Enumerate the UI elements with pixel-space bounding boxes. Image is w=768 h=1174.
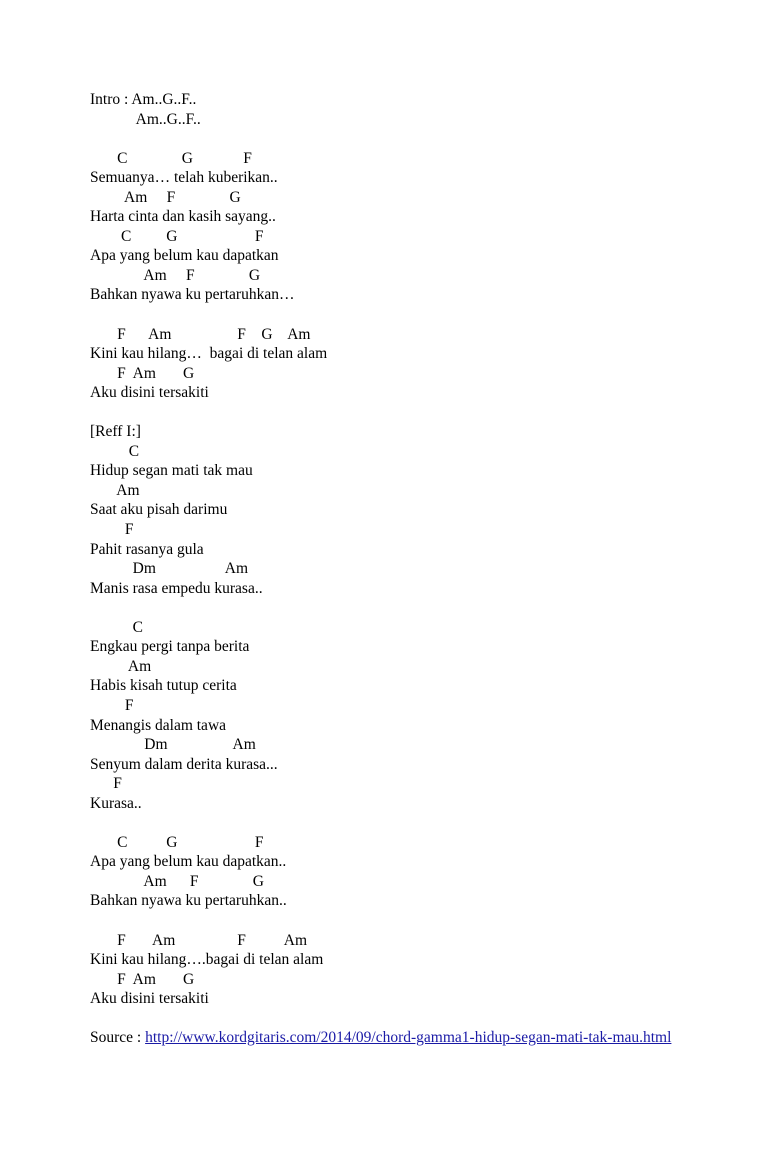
lyric-line: Manis rasa empedu kurasa.. — [90, 579, 263, 597]
chord-line: C — [90, 618, 143, 636]
blank-line — [90, 403, 690, 423]
lyric-line: Aku disini tersakiti — [90, 384, 209, 402]
lyric-line: Saat aku pisah darimu — [90, 501, 228, 519]
lyric-line: Engkau pergi tanpa berita — [90, 638, 250, 656]
song-sheet — [90, 90, 690, 1048]
lyric-line: Bahkan nyawa ku pertaruhkan… — [90, 286, 295, 304]
chord-line: Am F G — [90, 266, 261, 284]
chord-line: F — [90, 775, 122, 793]
lyric-line: Habis kisah tutup cerita — [90, 677, 237, 695]
source-line — [90, 1028, 680, 1048]
lyric-line: Apa yang belum kau dapatkan — [90, 247, 279, 265]
blank-line — [90, 305, 690, 325]
lyric-line: Hidup segan mati tak mau — [90, 462, 253, 480]
chord-line: C — [90, 442, 140, 460]
chord-line: F — [90, 521, 134, 539]
chord-line: Am — [90, 657, 152, 675]
lyric-line: Semuanya… telah kuberikan.. — [90, 169, 278, 187]
lyrics-block — [90, 90, 690, 1028]
chord-line: F Am F Am — [90, 931, 308, 949]
chord-line: Am F G — [90, 872, 264, 890]
lyric-line: Harta cinta dan kasih sayang.. — [90, 208, 276, 226]
chord-line: F Am G — [90, 970, 195, 988]
source-link[interactable]: http://www.kordgitaris.com/2014/09/chord-gamma1-hidup-segan-mati-tak-mau.html — [145, 1029, 672, 1047]
blank-line — [90, 911, 690, 931]
blank-line — [90, 813, 690, 833]
lyric-line: Menangis dalam tawa — [90, 716, 227, 734]
lyric-line: Kurasa.. — [90, 794, 142, 812]
chord-line: F Am G — [90, 364, 195, 382]
chord-line: F Am F G Am — [90, 325, 311, 343]
blank-line — [90, 598, 690, 618]
lyric-line: Intro : Am..G..F.. — [90, 91, 197, 108]
lyric-line: Kini kau hilang… bagai di telan alam — [90, 345, 328, 363]
lyric-line: Kini kau hilang….bagai di telan alam — [90, 951, 324, 969]
chord-line: Am — [90, 481, 140, 499]
lyric-line: Aku disini tersakiti — [90, 990, 209, 1008]
chord-line: C G F — [90, 149, 252, 167]
chord-line: Dm Am — [90, 560, 249, 578]
chord-line: Dm Am — [90, 736, 256, 754]
lyric-line: [Reff I:] — [90, 423, 141, 441]
lyric-line: Senyum dalam derita kurasa... — [90, 755, 278, 773]
lyric-line: Am..G..F.. — [90, 110, 201, 128]
lyric-line: Pahit rasanya gula — [90, 540, 204, 558]
chord-line: Am F G — [90, 188, 241, 206]
lyric-line: Apa yang belum kau dapatkan.. — [90, 853, 287, 871]
chord-line: C G F — [90, 833, 264, 851]
chord-line: F — [90, 696, 134, 714]
blank-line — [90, 129, 690, 149]
blank-line — [90, 1009, 690, 1029]
chord-line: C G F — [90, 227, 264, 245]
lyric-line: Bahkan nyawa ku pertaruhkan.. — [90, 892, 287, 910]
source-label: Source : — [90, 1029, 146, 1047]
